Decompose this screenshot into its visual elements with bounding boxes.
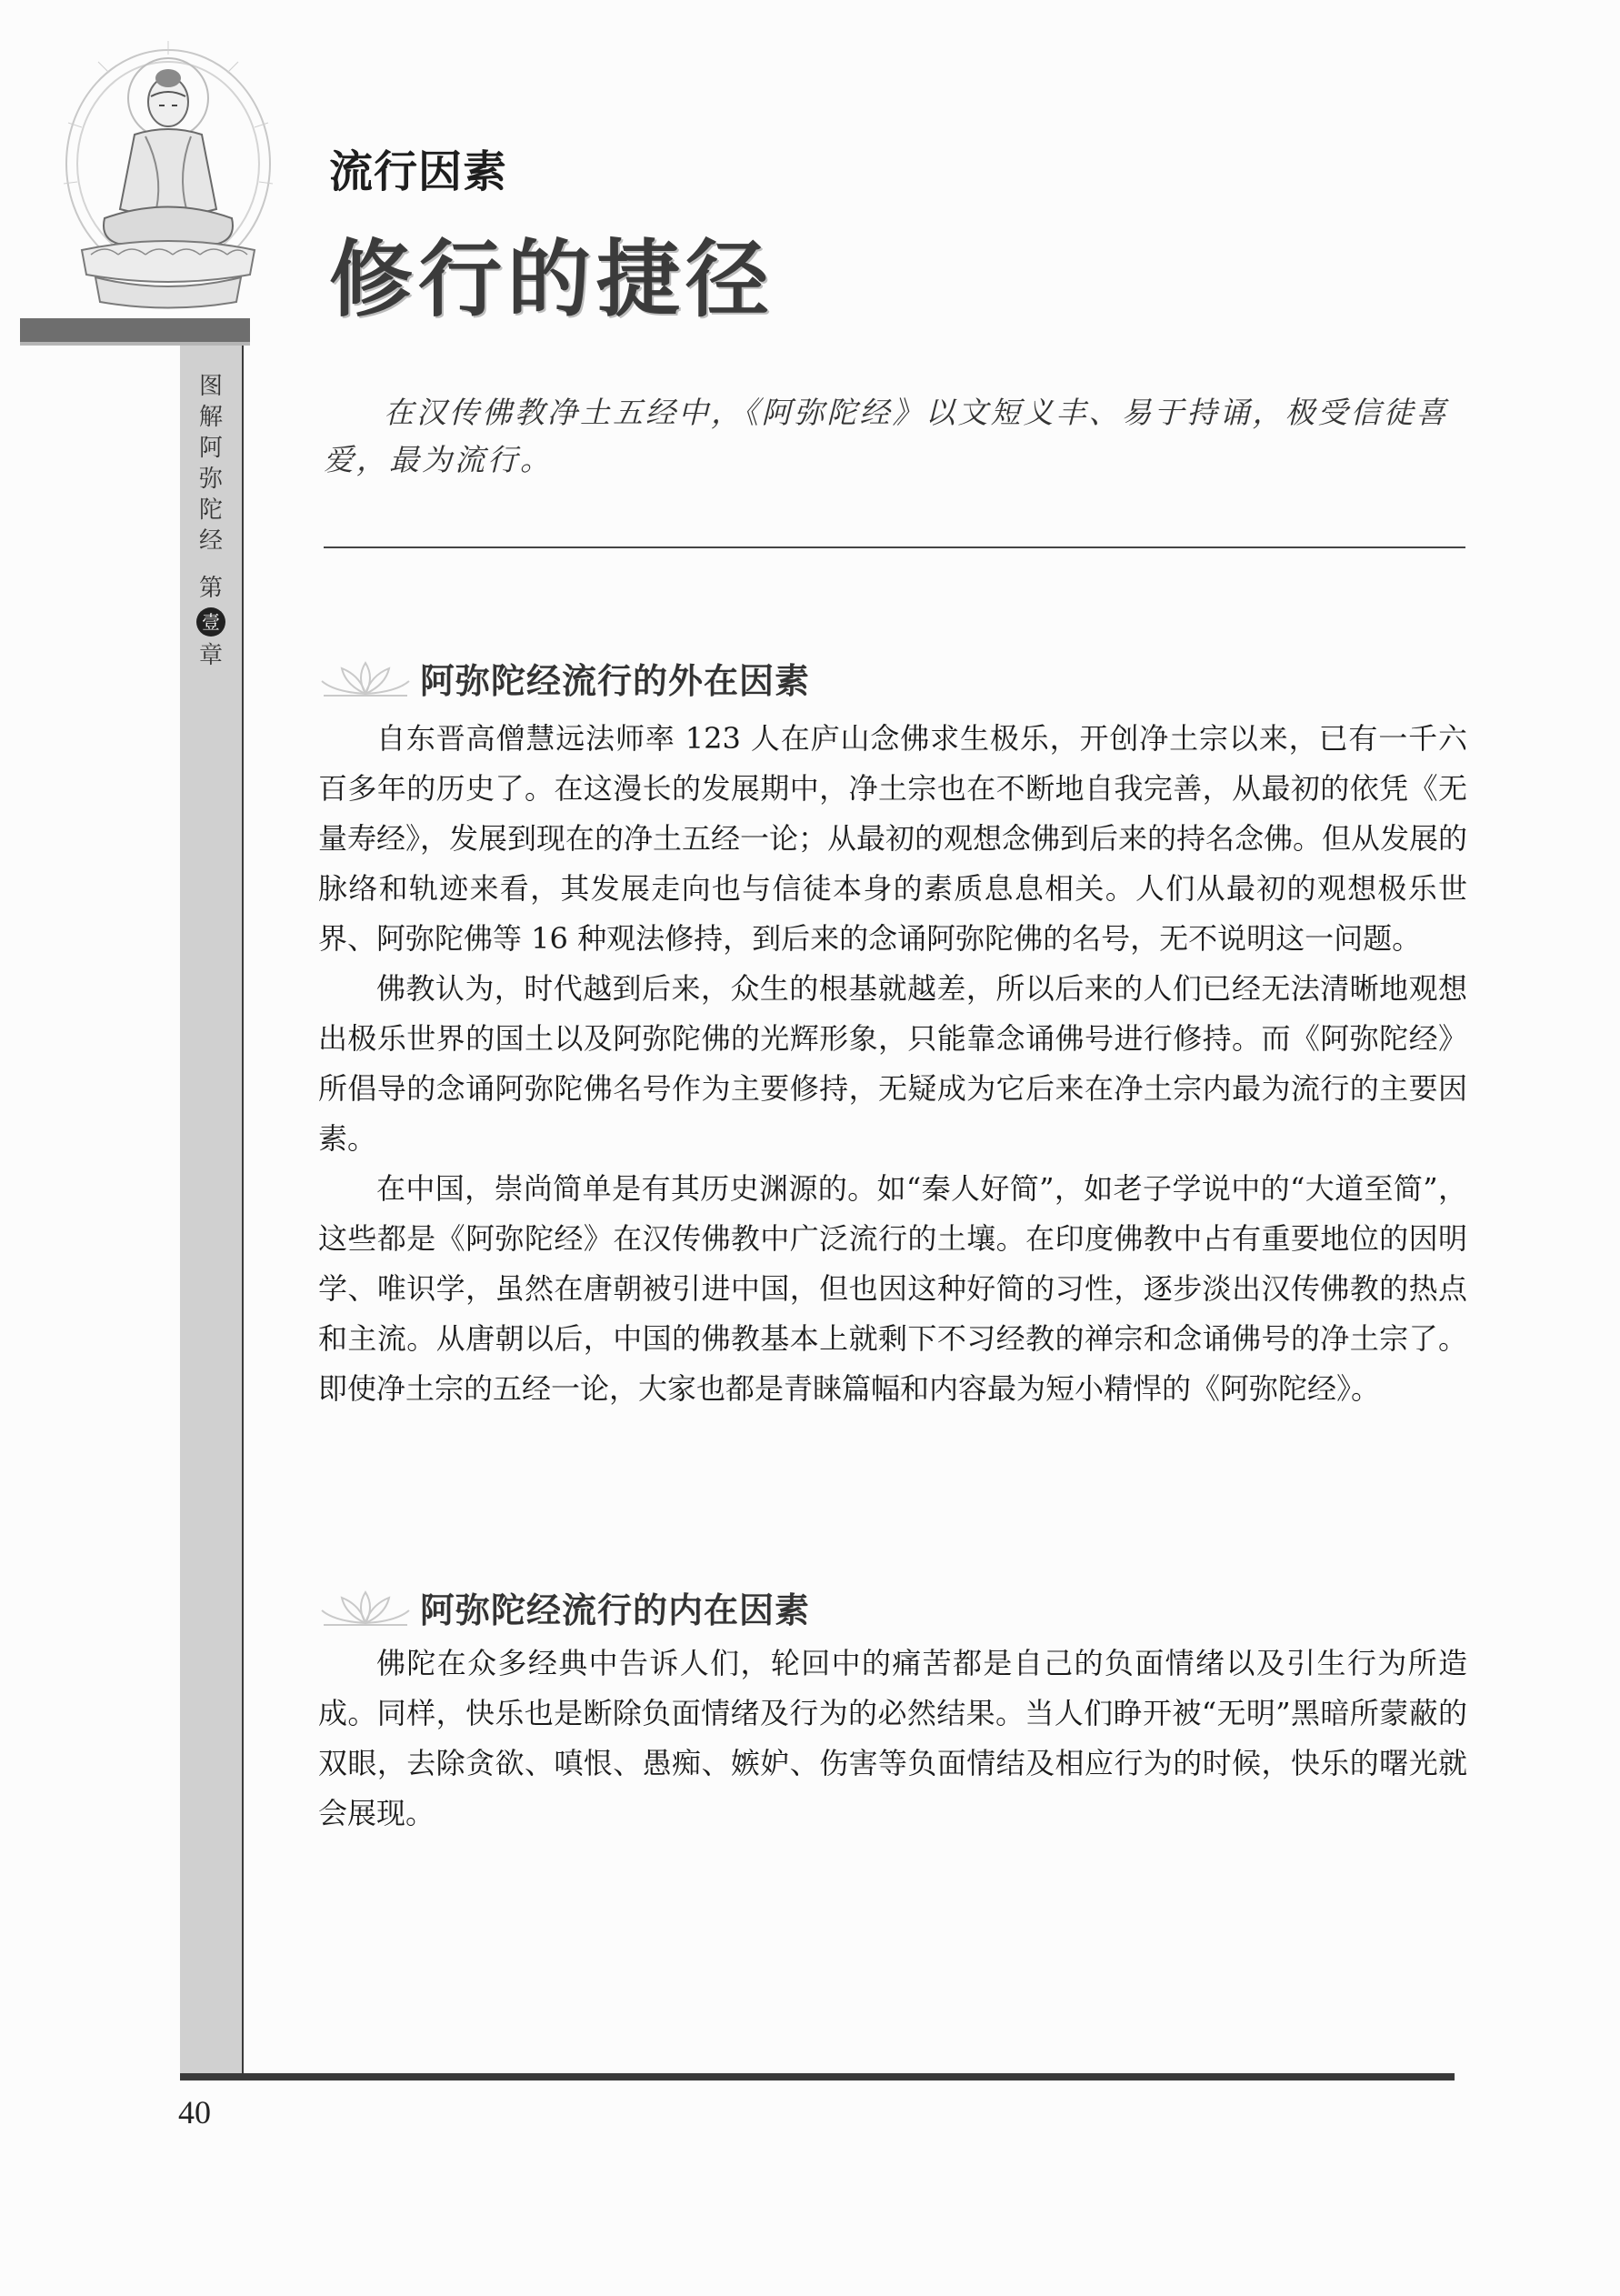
body-paragraph: 佛陀在众多经典中告诉人们，轮回中的痛苦都是自己的负面情绪以及引生行为所造成。同样，快乐也是断除负面情绪及行为的必然结果。当人们睁开被“无明”黑暗所蒙蔽的双眼，去除贪欲、嗔恨、愚痴、嫉妒、伤害等负面情结及相应行为的时候，快乐的曙光就会展现。 [318,1646,1467,1830]
chapter-prefix: 第 [198,575,223,602]
buddha-illustration [55,36,282,318]
book-title-char: 图 [198,373,223,400]
section-heading-internal [315,1582,810,1632]
section-heading-text: 阿弥陀经流行的内在因素 [420,1590,811,1630]
sidebar-vertical-text [180,371,242,671]
book-title-char: 阿 [198,435,223,462]
top-band [20,318,250,342]
section-body-internal [318,1639,1467,1839]
chapter-number-badge: 壹 [196,607,225,637]
page-number: 40 [178,2094,211,2131]
sidebar [180,346,244,2073]
body-paragraph: 在中国，崇尚简单是有其历史渊源的。如“秦人好简”，如老子学说中的“大道至简”，这些都是《阿弥陀经》在汉传佛教中广泛流行的土壤。在印度佛教中占有重要地位的因明学、唯识学，虽然在唐朝被引进中国，但也因这种好简的习性，逐步淡出汉传佛教的热点和主流。从唐朝以后，中国的佛教基本上就剩下不习经教的禅宗和念诵佛号的净土宗了。即使净土宗的五经一论，大家也都是青睐篇幅和内容最为短小精悍的《阿弥陀经》。 [318,1171,1467,1406]
section-body-external [318,714,1467,1414]
intro-paragraph: 在汉传佛教净土五经中，《阿弥陀经》以文短义丰、易于持诵，极受信徒喜爱，最为流行。 [324,395,1449,477]
body-paragraph: 自东晋高僧慧远法师率 123 人在庐山念佛求生极乐，开创净土宗以来，已有一千六百多年的历史了。在这漫长的发展期中，净土宗也在不断地自我完善，从最初的依凭《无量寿经》，发展到现在的净土五经一论；从最初的观想念佛到后来的持名念佛。但从发展的脉络和轨迹来看，其发展走向也与信徒本身的素质息息相关。人们从最初的观想极乐世界、阿弥陀佛等 16 种观法修持，到后来的念诵阿弥陀佛的名号，无不说明这一问题。 [318,721,1468,956]
book-title-char: 陀 [198,496,223,524]
bottom-rule [180,2073,1455,2080]
book-title-char: 弥 [198,466,223,493]
book-title-char: 经 [198,527,223,555]
section-heading-external [315,653,810,703]
divider-line [324,546,1465,548]
page-title: 修行的捷径 [329,231,775,328]
book-title-char: 解 [198,404,223,431]
chapter-suffix: 章 [198,642,223,669]
body-paragraph: 佛教认为，时代越到后来，众生的根基就越差，所以后来的人们已经无法清晰地观想出极乐世界的国土以及阿弥陀佛的光辉形象，只能靠念诵佛号进行修持。而《阿弥陀经》所倡导的念诵阿弥陀佛名号作为主要修持，无疑成为它后来在净土宗内最为流行的主要因素。 [318,971,1467,1156]
section-heading-text: 阿弥陀经流行的外在因素 [420,661,811,701]
section-label: 流行因素 [329,146,508,197]
lotus-icon [315,657,416,699]
lotus-icon [315,1587,416,1629]
